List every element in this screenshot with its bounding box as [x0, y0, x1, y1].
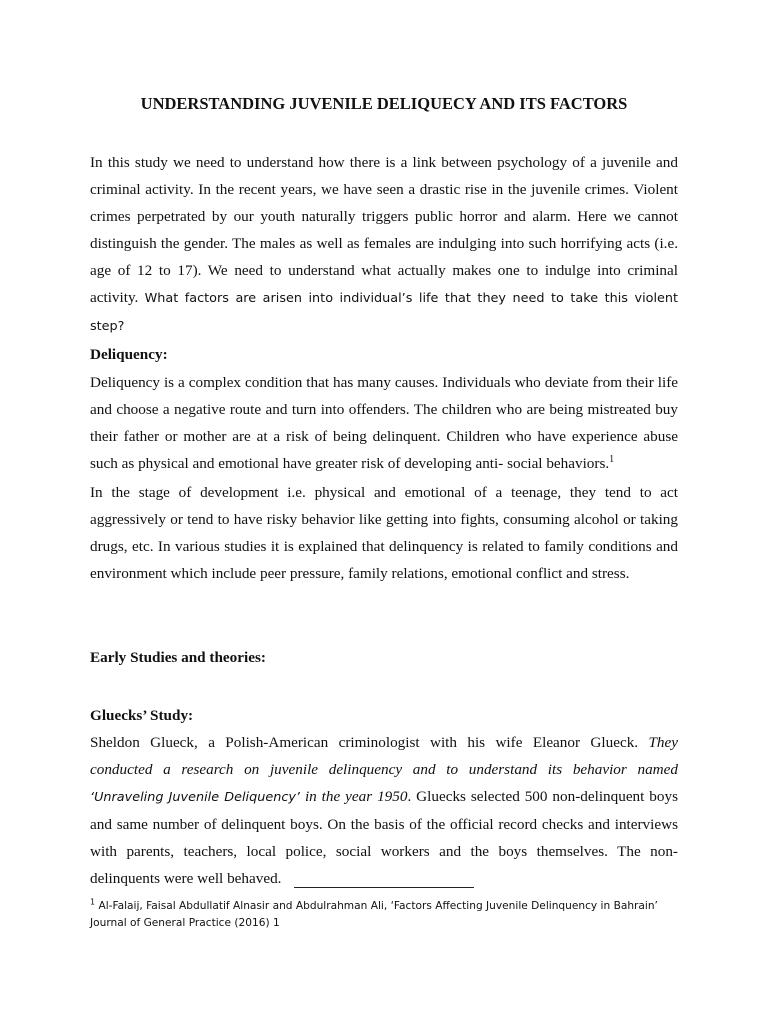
footnote-number: 1: [90, 897, 96, 907]
deliquency-heading: Deliquency:: [90, 346, 168, 363]
footnote-separator: [294, 887, 474, 888]
gluecks-italic-a: They conducted a research on juvenile delinquency and to understand its behavior named: [90, 734, 679, 778]
footnote: [90, 898, 680, 932]
early-studies-heading: Early Studies and theories:: [90, 649, 266, 666]
gluecks-italic-b: in the year 1950: [304, 788, 408, 805]
intro-question: What factors are arisen into individual’s life that they need to take this violent step?: [90, 291, 679, 334]
page-title: UNDERSTANDING JUVENILE DELIQUECY AND ITS FACTORS: [140, 94, 628, 113]
footnote-text: Al-Falaij, Faisal Abdullatif Alnasir and Abdulrahman Ali, ‘Factors Affecting Juvenile Delinquency in Bahrain’ Journal of General Practice (2016) 1: [90, 900, 658, 929]
deliquency-paragraph-1: [90, 369, 678, 477]
gluecks-text-b: . Gluecks selected 500 non-delinquent boys and same number of delinquent boys. On the basis of the official record checks and interviews with parents, teachers, local police, social workers and the boys themselves. The non-delinquents were well behaved.: [90, 788, 678, 887]
intro-text: In this study we need to understand how there is a link between psychology of a juvenile and criminal activity. In the recent years, we have seen a drastic rise in the juvenile crimes. Violent crimes perpetrated by our youth naturally triggers public horror and alarm. Here we cannot distinguish the gender. The males as well as females are indulging into such horrifying acts (i.e. age of 12 to 17). We need to understand what actually makes one to indulge into criminal activity.: [90, 154, 678, 306]
footnote-reference: 1: [609, 453, 615, 465]
gluecks-text-a: Sheldon Glueck, a Polish-American criminologist with his wife Eleanor Glueck.: [90, 734, 639, 751]
gluecks-paragraph: [90, 729, 678, 892]
deliquency-text-1: Deliquency is a complex condition that has many causes. Individuals who deviate from their life and choose a negative route and turn into offenders. The children who are being mistreated buy their father or mother are at a risk of being delinquent. Children who have experience abuse such as physical and emotional have greater risk of developing anti- social behaviors.: [90, 374, 678, 472]
gluecks-heading: Gluecks’ Study:: [90, 707, 194, 724]
deliquency-paragraph-2: In the stage of development i.e. physical and emotional of a teenage, they tend to act aggressively or tend to have risky behavior like getting into fights, consuming alcohol or taking drugs, etc. In various studies it is explained that delinquency is related to family conditions and environment which include peer pressure, family relations, emotional conflict and stress.: [90, 484, 678, 582]
intro-paragraph: [90, 149, 678, 340]
gluecks-italic-title: ‘Unraveling Juvenile Deliquency’: [90, 790, 300, 805]
